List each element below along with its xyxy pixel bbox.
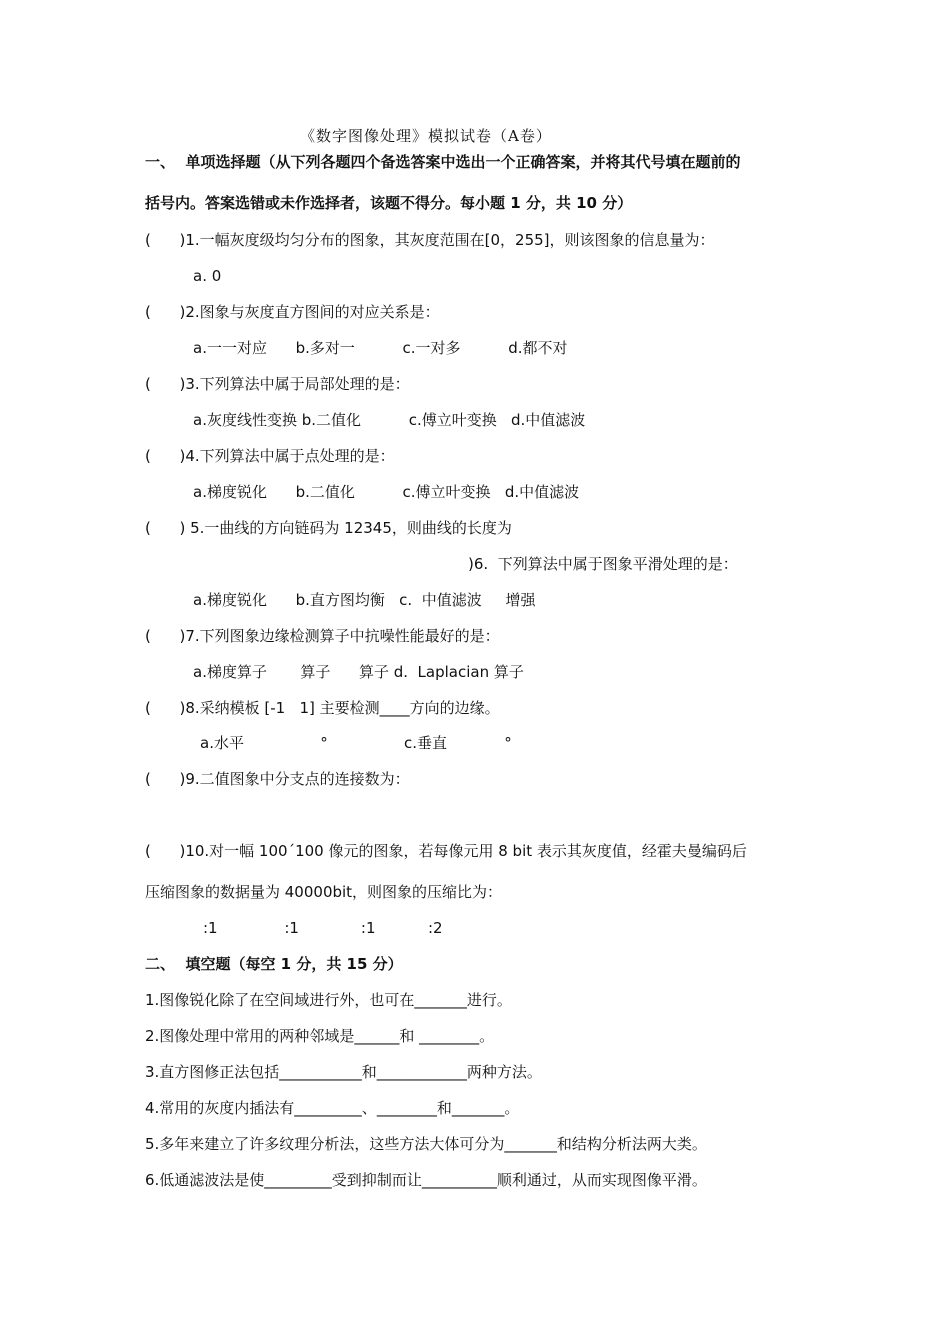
section2-header: 二、 填空题（每空 1 分，共 15 分） bbox=[145, 955, 403, 973]
question-3-options: a.灰度线性变换 b.二值化 c.傅立叶变换 d.中值滤波 bbox=[193, 411, 586, 429]
fill-blank-item-4: 4.常用的灰度内插法有_________、________和_______。 bbox=[145, 1099, 520, 1117]
question-6-options: a.梯度锐化 b.直方图均衡 c. 中值滤波 增强 bbox=[193, 591, 536, 609]
question-4-stem: ( )4.下列算法中属于点处理的是： bbox=[145, 447, 395, 465]
question-8-stem: ( )8.采纳模板 [-1 1] 主要检测____方向的边缘。 bbox=[145, 699, 500, 717]
question-5-stem: ( ) 5.一曲线的方向链码为 12345，则曲线的长度为 bbox=[145, 519, 512, 537]
fill-blank-item-2: 2.图像处理中常用的两种邻域是______和 ________。 bbox=[145, 1027, 495, 1045]
question-1-stem: ( )1.一幅灰度级均匀分布的图象，其灰度范围在[0，255]，则该图象的信息量为： bbox=[145, 231, 715, 249]
question-4-options: a.梯度锐化 b.二值化 c.傅立叶变换 d.中值滤波 bbox=[193, 483, 580, 501]
question-8-options: a.水平 ° c.垂直 ° bbox=[200, 734, 512, 752]
exam-title: 《数字图像处理》模拟试卷（A卷） bbox=[300, 127, 552, 145]
question-2-options: a.一一对应 b.多对一 c.一对多 d.都不对 bbox=[193, 339, 568, 357]
fill-blank-item-5: 5.多年来建立了许多纹理分析法，这些方法大体可分为_______和结构分析法两大类。 bbox=[145, 1135, 707, 1153]
question-10-options: :1 :1 :1 :2 bbox=[203, 919, 443, 937]
question-6-stem: )6. 下列算法中属于图象平滑处理的是： bbox=[468, 555, 738, 573]
question-1-options: a. 0 bbox=[193, 267, 222, 285]
section1-header-line2: 括号内。答案选错或未作选择者，该题不得分。每小题 1 分，共 10 分） bbox=[145, 194, 633, 212]
fill-blank-item-6: 6.低通滤波法是使_________受到抑制而让__________顺利通过，从而实现图像平滑。 bbox=[145, 1171, 707, 1189]
question-7-stem: ( )7.下列图象边缘检测算子中抗噪性能最好的是： bbox=[145, 627, 500, 645]
question-9-stem: ( )9.二值图象中分支点的连接数为： bbox=[145, 770, 410, 788]
question-3-stem: ( )3.下列算法中属于局部处理的是： bbox=[145, 375, 410, 393]
question-2-stem: ( )2.图象与灰度直方图间的对应关系是： bbox=[145, 303, 440, 321]
question-10-stem-continued: 压缩图象的数据量为 40000bit，则图象的压缩比为： bbox=[145, 883, 503, 901]
question-10-stem: ( )10.对一幅 100´100 像元的图象，若每像元用 8 bit 表示其灰度值，经霍夫曼编码后 bbox=[145, 842, 747, 860]
fill-blank-item-3: 3.直方图修正法包括___________和____________两种方法。 bbox=[145, 1063, 542, 1081]
question-7-options: a.梯度算子 算子 算子 d. Laplacian 算子 bbox=[193, 663, 524, 681]
section1-header-line1: 一、 单项选择题（从下列各题四个备选答案中选出一个正确答案，并将其代号填在题前的 bbox=[145, 153, 741, 171]
fill-blank-item-1: 1.图像锐化除了在空间域进行外，也可在_______进行。 bbox=[145, 991, 512, 1009]
